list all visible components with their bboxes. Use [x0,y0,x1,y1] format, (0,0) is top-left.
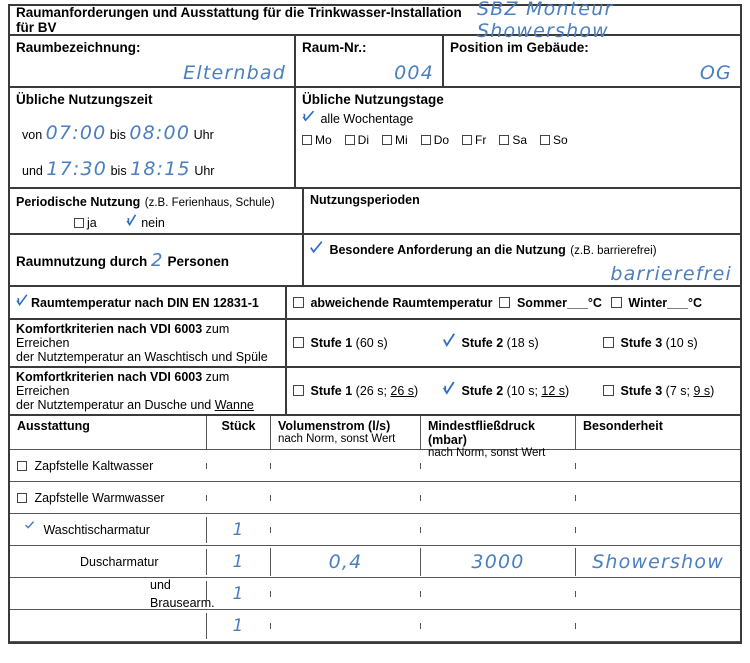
to-label-2: bis [110,164,127,178]
row-volumenstrom-cell[interactable] [270,591,420,597]
comfort-basin-stufe-2[interactable] [443,336,603,350]
usage-row [8,88,742,189]
checkbox-icon [74,218,84,228]
from-value-2[interactable]: 17:30 [46,158,108,180]
weekday-mi-label: Mi [395,133,408,147]
from-label-1: von [22,128,43,142]
checkbox-icon [293,337,304,348]
all-weekdays-option[interactable] [302,112,734,126]
weekday-mo-label: Mo [315,133,332,147]
equipment-table [8,416,742,644]
row-druck-cell[interactable] [420,623,575,629]
periodic-yes-option[interactable] [74,216,97,230]
checkmark-icon [16,296,29,309]
comfort-shower-title-line2-a: der Nutztemperatur an Dusche und [16,398,215,412]
comfort-shower-stufe-1-label: Stufe 1 [310,384,353,398]
deviating-temperature-cell [285,287,740,318]
row-stueck-value: 1 [232,615,245,636]
usage-days-cell [294,88,740,187]
room-position-value[interactable]: OG [699,62,732,84]
weekday-do-label: Do [433,133,450,147]
checkmark-icon [302,112,315,125]
occupancy-suffix: Personen [167,253,229,269]
table-row[interactable] [10,578,740,610]
comfort-shower-stufe-3-note-u: 9 s [693,384,711,398]
table-row[interactable] [10,450,740,482]
summer-label: Sommer [516,295,567,310]
periodic-no-option[interactable] [126,216,165,230]
form-header-row [8,0,742,42]
room-number-cell [294,36,442,86]
row-name-label: Zapfstelle Kaltwasser [34,458,154,473]
comfort-shower-label-cell [10,368,285,414]
row-volumenstrom-cell[interactable] [270,495,420,501]
column-label-ausstattung: Ausstattung [17,419,90,433]
row-volumenstrom-cell[interactable] [270,527,420,533]
comfort-shower-options-cell [285,368,740,414]
row-besonderheit-cell[interactable] [575,527,740,533]
from-value-1[interactable]: 07:00 [45,122,107,144]
summer-unit: °C [587,295,602,310]
usage-time-title: Übliche Nutzungszeit [16,92,153,107]
to-value-2[interactable]: 18:15 [130,158,191,180]
checkmark-icon [310,243,323,256]
room-position-cell [442,36,740,86]
weekday-mo[interactable] [302,133,332,147]
row-besonderheit-cell[interactable] [575,463,740,469]
weekday-sa[interactable] [499,133,527,147]
table-row[interactable] [10,482,740,514]
unit-label-2: Uhr [194,164,215,178]
all-weekdays-label: alle Wochentage [320,112,414,126]
row-name-label: Duscharmatur [80,554,159,569]
row-stueck-cell[interactable] [206,581,270,607]
row-name-cell[interactable] [10,454,206,478]
row-besonderheit-cell[interactable] [575,548,740,576]
special-requirement-option[interactable] [310,241,734,259]
special-requirement-label: Besondere Anforderung an die Nutzung [329,243,566,257]
row-volumenstrom-value: 0,4 [328,550,363,573]
weekday-do[interactable] [421,133,449,147]
row-druck-cell[interactable] [420,527,575,533]
checkbox-icon[interactable] [17,493,27,503]
checkbox-icon [345,135,355,145]
column-sublabel-druck: nach Norm, sonst Wert [428,447,546,459]
usage-time-cell [10,88,294,187]
room-info-row [8,36,742,88]
special-requirement-cell [302,235,740,285]
comfort-basin-stufe-1-label: Stufe 1 [310,336,353,350]
comfort-shower-stufe-3-note-b: ) [710,384,715,398]
comfort-shower-stufe-1[interactable] [293,384,443,398]
checkbox-icon [293,297,304,308]
checkmark-icon [443,336,456,349]
occupancy-persons-value[interactable]: 2 [151,249,164,271]
weekday-di-label: Di [357,133,370,147]
comfort-shower-stufe-2-note-a: (10 s; [506,384,542,398]
usage-periods-cell [302,189,740,233]
column-label-volumenstrom: Volumenstrom (l/s) [278,419,391,433]
deviating-temperature-option[interactable] [293,296,492,310]
comfort-basin-row [8,320,742,368]
comfort-basin-title-line1 [16,322,279,350]
room-name-cell [10,36,294,86]
weekday-checkbox-group [302,133,734,147]
row-name-cell[interactable] [10,623,206,629]
comfort-shower-stufe-1-note-b: ) [414,384,419,398]
deviating-temperature-label: abweichende Raumtemperatur [310,295,493,310]
periodic-no-label: nein [141,216,165,230]
row-stueck-value: 1 [232,583,245,604]
special-requirement-note: (z.B. barrierefrei) [570,245,657,257]
standard-temperature-cell[interactable] [10,287,285,318]
checkbox-icon[interactable] [17,461,27,471]
comfort-basin-title-bold: Komfortkriterien nach VDI 6003 [16,322,203,336]
standard-temperature-label: Raumtemperatur nach DIN EN 12831-1 [31,295,259,310]
weekday-so[interactable] [540,133,568,147]
checkbox-icon [499,135,509,145]
room-name-label: Raumbezeichnung: [16,40,141,55]
row-druck-cell[interactable] [420,463,575,469]
comfort-shower-stufe-1-note-a: (26 s; [355,384,391,398]
row-name-label: Waschtischarmatur [43,522,150,537]
column-header-volumenstrom [270,416,420,449]
comfort-shower-title-line2-underlined: Wanne [214,398,254,412]
checkbox-icon [603,337,614,348]
weekday-fr-label: Fr [475,133,487,147]
occupancy-cell [10,235,302,285]
column-header-stueck [206,416,270,449]
summer-value[interactable]: ___ [567,295,588,310]
usage-time-line-2 [22,158,214,180]
row-druck-value: 3000 [471,550,525,573]
table-header-row [10,416,740,459]
checkmark-icon [443,384,456,397]
to-value-1[interactable]: 08:00 [129,122,191,144]
checkbox-icon [293,385,304,396]
row-stueck-cell[interactable] [206,613,270,639]
row-volumenstrom-cell[interactable] [270,548,420,576]
column-header-ausstattung [10,416,206,449]
checkmark-icon[interactable] [26,523,37,536]
checkbox-icon [611,297,622,308]
winter-label: Winter [628,295,668,310]
winter-temperature-option[interactable] [611,296,702,310]
occupancy-row [8,235,742,287]
column-label-stueck: Stück [221,419,256,433]
to-label-1: bis [109,128,126,142]
checkbox-icon [302,135,312,145]
project-value[interactable]: SBZ Monteur Showershow [477,0,614,42]
comfort-shower-stufe-2-label: Stufe 2 [461,384,504,398]
comfort-shower-stufe-3[interactable] [603,384,714,398]
row-stueck-cell[interactable] [206,463,270,469]
weekday-sa-label: Sa [512,133,528,147]
comfort-basin-stufe-1-note: (60 s) [355,336,388,350]
weekday-fr[interactable] [462,133,486,147]
column-label-besonderheit: Besonderheit [583,419,663,433]
comfort-shower-title-line1 [16,370,279,398]
checkmark-icon [126,216,139,229]
comfort-shower-title-rest: zum Erreichen [16,370,230,398]
row-stueck-value: 1 [232,551,245,572]
comfort-shower-stufe-2[interactable] [443,384,603,398]
room-number-value[interactable]: 004 [394,62,434,84]
comfort-basin-stufe-2-note: (18 s) [506,336,539,350]
room-position-label: Position im Gebäude: [450,40,589,55]
row-name-cell[interactable] [10,550,206,574]
column-header-druck [420,416,575,459]
row-volumenstrom-cell[interactable] [270,623,420,629]
weekday-di[interactable] [345,133,369,147]
row-volumenstrom-cell[interactable] [270,463,420,469]
summer-temperature-option[interactable] [499,296,601,310]
form-title: Raumanforderungen und Ausstattung für die Trinkwasser-Installation für BV [16,5,462,35]
comfort-basin-stufe-3[interactable] [603,336,698,350]
comfort-shower-row [8,368,742,416]
table-row[interactable] [10,610,740,642]
row-besonderheit-value: Showershow [592,550,724,573]
comfort-shower-stufe-2-note-u: 12 s [541,384,566,398]
winter-unit: °C [688,295,703,310]
periodic-title-note: (z.B. Ferienhaus, Schule) [144,197,275,209]
row-name-label: und Brausearm. [150,577,215,610]
row-besonderheit-cell[interactable] [575,591,740,597]
row-stueck-cell[interactable] [206,495,270,501]
usage-days-title: Übliche Nutzungstage [302,92,444,107]
comfort-basin-title-line2: der Nutztemperatur an Waschtisch und Spüle [16,350,268,364]
periodic-yes-label: ja [87,216,97,230]
row-druck-cell[interactable] [420,548,575,576]
table-row[interactable] [10,514,740,546]
comfort-basin-stufe-3-label: Stufe 3 [620,336,663,350]
occupancy-prefix: Raumnutzung durch [16,253,148,269]
row-name-label: Zapfstelle Warmwasser [34,490,165,505]
row-stueck-cell[interactable] [206,517,270,543]
form-sheet [8,0,742,644]
comfort-basin-title-rest: zum Erreichen [16,322,230,350]
row-besonderheit-cell[interactable] [575,495,740,501]
room-number-label: Raum-Nr.: [302,40,367,55]
row-name-cell[interactable] [10,518,206,542]
weekday-mi[interactable] [382,133,408,147]
comfort-shower-stufe-3-note-a: (7 s; [665,384,694,398]
periodic-usage-row [8,189,742,235]
room-name-value[interactable]: Elternbad [183,62,286,84]
periodic-title-bold: Periodische Nutzung [16,195,141,209]
comfort-basin-label-cell [10,320,285,366]
comfort-shower-title-bold: Komfortkriterien nach VDI 6003 [16,370,203,384]
comfort-basin-options-cell [285,320,740,366]
comfort-basin-stufe-3-note: (10 s) [665,336,698,350]
weekday-so-label: So [553,133,568,147]
row-stueck-value: 1 [232,519,245,540]
winter-value[interactable]: ___ [667,295,689,310]
row-druck-cell[interactable] [420,591,575,597]
row-stueck-cell[interactable] [206,549,270,575]
checkbox-icon [421,135,431,145]
column-sublabel-volumenstrom: nach Norm, sonst Wert [278,433,396,445]
unit-label-1: Uhr [193,128,214,142]
row-name-cell[interactable] [10,573,215,615]
checkbox-icon [499,297,510,308]
temperature-row [8,287,742,320]
checkbox-icon [603,385,614,396]
checkbox-icon [462,135,472,145]
checkbox-icon [382,135,392,145]
column-header-besonderheit [575,416,740,449]
periodic-usage-title [16,193,296,211]
usage-periods-title: Nutzungsperioden [310,193,420,207]
comfort-shower-stufe-2-note-b: ) [565,384,570,398]
comfort-shower-stufe-1-note-u: 26 s [390,384,415,398]
row-name-cell[interactable] [10,486,206,510]
column-label-druck: Mindestfließdruck (mbar) [428,419,535,447]
periodic-usage-cell [10,189,302,233]
comfort-basin-stufe-2-label: Stufe 2 [461,336,504,350]
comfort-shower-title-line2 [16,398,279,412]
row-druck-cell[interactable] [420,495,575,501]
usage-time-line-1 [22,122,214,144]
special-requirement-value[interactable]: barrierefrei [610,263,732,285]
checkbox-icon [540,135,550,145]
row-besonderheit-cell[interactable] [575,623,740,629]
from-label-2: und [22,164,43,178]
comfort-shower-stufe-3-label: Stufe 3 [620,384,663,398]
occupancy-text [16,250,229,271]
periodic-options [74,216,296,230]
comfort-basin-stufe-1[interactable] [293,336,443,350]
